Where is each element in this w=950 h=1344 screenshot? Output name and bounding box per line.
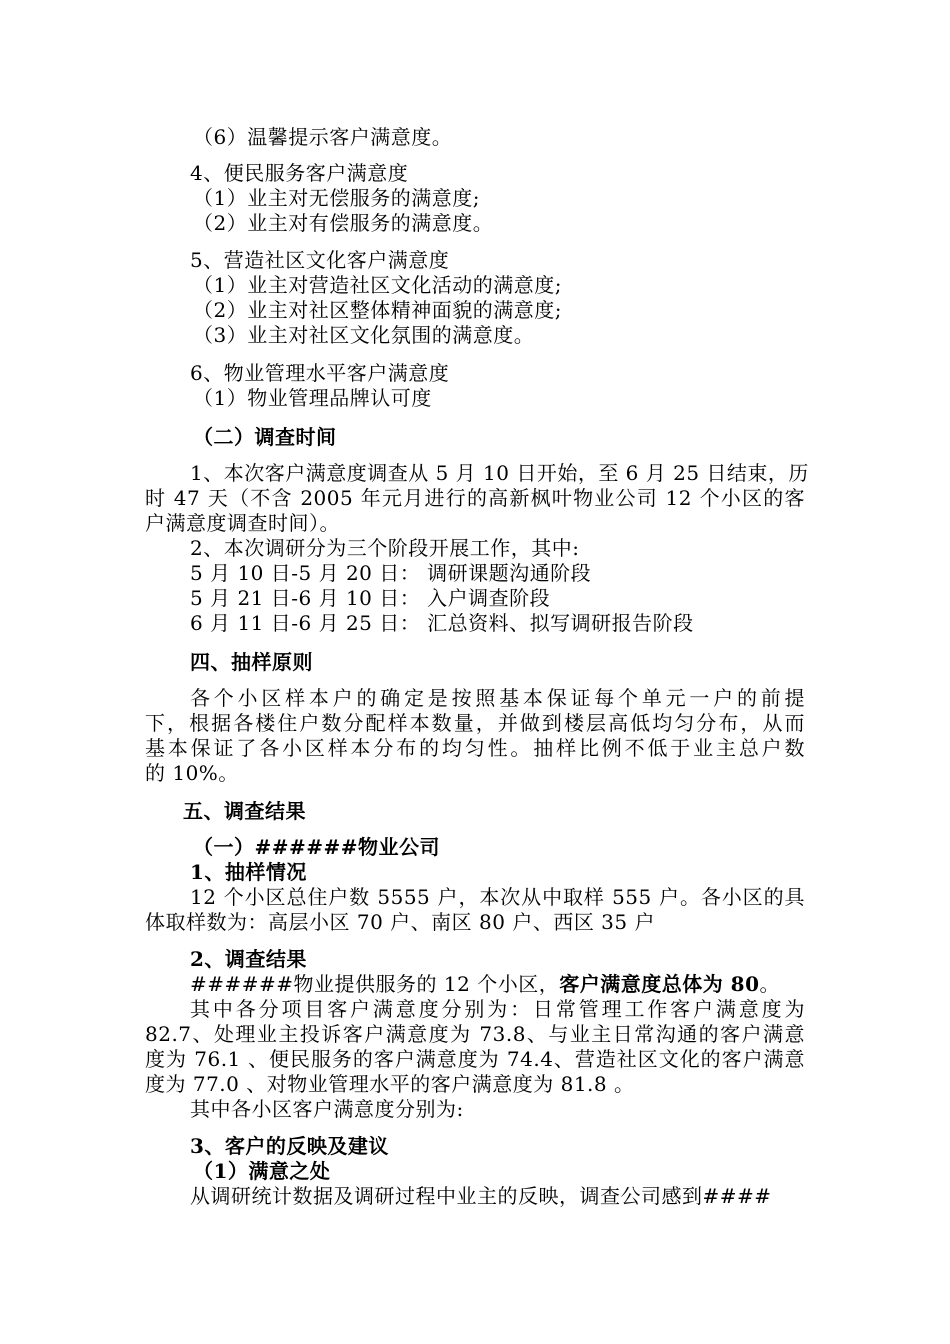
section-heading: 6、物业管理水平客户满意度 — [190, 361, 450, 385]
paragraph-line: 1、本次客户满意度调查从 5 月 10 日开始，至 6 月 25 日结束，历 — [190, 461, 809, 485]
paragraph-line: 2、本次调研分为三个阶段开展工作，其中: — [190, 536, 580, 560]
paragraph-line: 82.7、处理业主投诉客户满意度为 73.8、与业主日常沟通的客户满意 — [145, 1022, 805, 1046]
text-run: 。 — [759, 972, 781, 996]
subsection-heading: 1、抽样情况 — [190, 860, 307, 884]
subsection-heading: （二）调查时间 — [193, 425, 337, 449]
paragraph-line: 的 10%。 — [145, 761, 239, 785]
section-heading: 5、营造社区文化客户满意度 — [190, 248, 450, 272]
paragraph-line: 下，根据各楼住户数分配样本数量，并做到楼层高低均匀分布，从而 — [145, 711, 805, 735]
paragraph-line: 时 47 天（不含 2005 年元月进行的高新枫叶物业公司 12 个小区的客 — [145, 486, 805, 510]
paragraph-line: 户满意度调查时间）。 — [145, 511, 340, 535]
stage-item: 6 月 11 日-6 月 25 日： 汇总资料、拟写调研报告阶段 — [190, 611, 694, 635]
paragraph-line — [190, 971, 780, 997]
paragraph-line: 度为 76.1 、便民服务的客户满意度为 74.4、营造社区文化的客户满意 — [145, 1047, 805, 1071]
section-heading: 四、抽样原则 — [190, 650, 313, 674]
paragraph-line: 各个小区样本户的确定是按照基本保证每个单元一户的前提 — [190, 686, 805, 710]
list-item: （1）业主对营造社区文化活动的满意度; — [193, 273, 562, 297]
subsection-heading: 2、调查结果 — [190, 947, 307, 971]
list-item: （1）业主对无偿服务的满意度; — [193, 186, 480, 210]
list-item: （1）物业管理品牌认可度 — [193, 386, 432, 410]
section-heading: 五、调查结果 — [183, 799, 306, 823]
section-heading: 4、便民服务客户满意度 — [190, 161, 409, 185]
list-item: （2）业主对社区整体精神面貌的满意度; — [193, 298, 562, 322]
paragraph-line: 从调研统计数据及调研过程中业主的反映，调查公司感到#### — [190, 1184, 772, 1208]
stage-item: 5 月 21 日-6 月 10 日： 入户调查阶段 — [190, 586, 551, 610]
list-item: （2）业主对有偿服务的满意度。 — [193, 211, 494, 235]
text-run: ######物业提供服务的 12 个小区， — [190, 972, 560, 996]
paragraph-line: 基本保证了各小区样本分布的均匀性。抽样比例不低于业主总户数 — [145, 736, 805, 760]
subsection-heading: （1）满意之处 — [193, 1159, 331, 1183]
paragraph-line: 其中各分项目客户满意度分别为：日常管理工作客户满意度为 — [190, 997, 805, 1021]
paragraph-line: 其中各小区客户满意度分别为: — [190, 1097, 464, 1121]
paragraph-line: 体取样数为：高层小区 70 户、南区 80 户、西区 35 户 — [145, 910, 655, 934]
highlight-text: 客户满意度总体为 80 — [559, 972, 760, 996]
subsection-heading: （一）######物业公司 — [193, 835, 441, 859]
paragraph-line: 度为 77.0 、对物业管理水平的客户满意度为 81.8 。 — [145, 1072, 635, 1096]
list-item: （3）业主对社区文化氛围的满意度。 — [193, 323, 535, 347]
subsection-heading: 3、客户的反映及建议 — [190, 1134, 389, 1158]
list-item: （6）温馨提示客户满意度。 — [193, 125, 453, 149]
stage-item: 5 月 10 日-5 月 20 日： 调研课题沟通阶段 — [190, 561, 592, 585]
paragraph-line: 12 个小区总住户数 5555 户，本次从中取样 555 户。各小区的具 — [190, 885, 805, 909]
